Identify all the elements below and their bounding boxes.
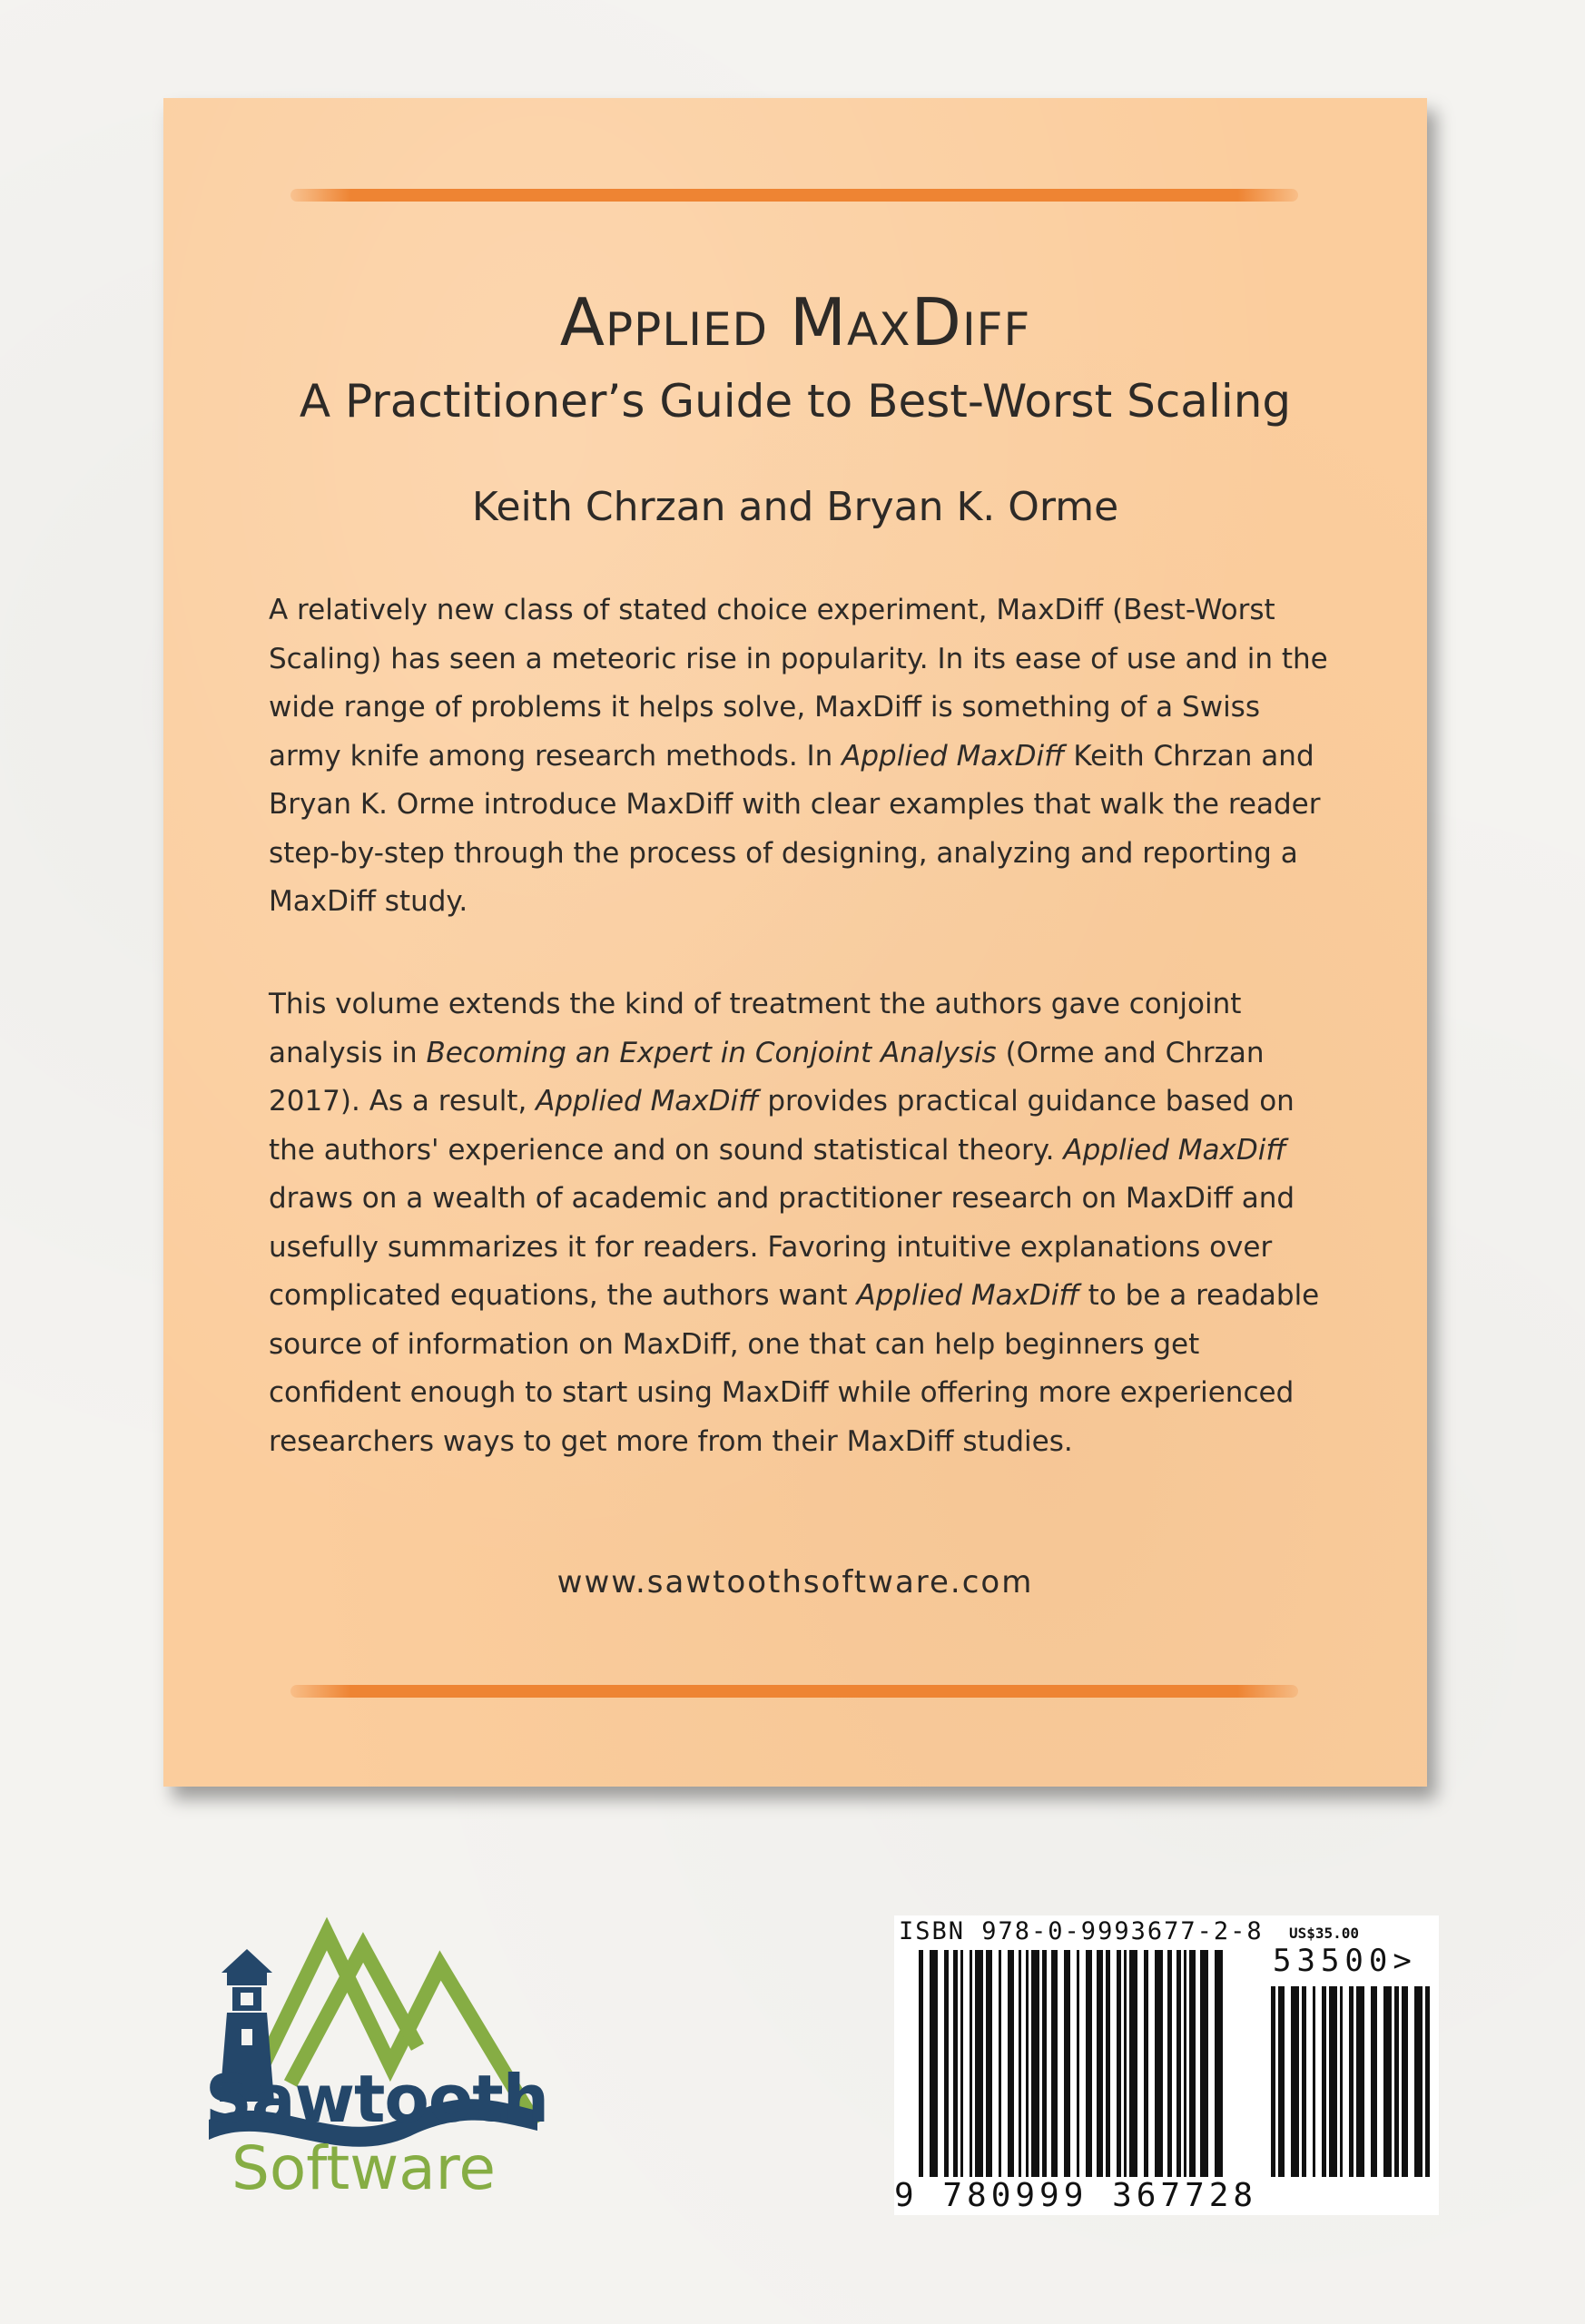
barcode-bar (1167, 1950, 1172, 2177)
logo-wordmark-sawtooth: Sawtooth (205, 2061, 548, 2137)
barcode-bar (1302, 1986, 1306, 2177)
barcode-bar (1313, 1986, 1315, 2177)
blurb-text-run: A relatively new class of stated choice experiment, MaxDiff (Best-Worst Scaling) has seen a meteoric rise in popularity. In its ease of use and in the wide range of problems it helps solve, MaxDiff is something of a Swiss army knife among research methods. In (269, 594, 1328, 773)
price-addon-digits: 53500> (1273, 1943, 1417, 1979)
italic-book-title: Becoming an Expert in Conjoint Analysis (426, 1036, 997, 1069)
barcode-bar (1176, 1950, 1181, 2177)
barcode-bar (1031, 1950, 1039, 2177)
blurb-text-run: This volume extends the kind of treatment the authors gave conjoint analysis in (269, 988, 1242, 1069)
barcode-bar (919, 1950, 923, 2177)
ean-digits: 9 780999 367728 (894, 2177, 1258, 2214)
barcode-bar (1097, 1950, 1103, 2177)
barcode-bar (1026, 1950, 1029, 2177)
barcode-bar (1356, 1986, 1364, 2177)
barcode-bar (1189, 1950, 1196, 2177)
italic-book-title: Applied MaxDiff (842, 739, 1065, 773)
blurb-text-run: draws on a wealth of academic and practitioner research on MaxDiff and usefully summarizes it for readers. Favoring intuitive explanations over complicated equations, the authors want (269, 1182, 1295, 1312)
blurb-text-run: to be a readable source of information on MaxDiff, one that can help beginners get confident enough to start using MaxDiff while offering more experienced researchers ways to get more from their MaxDiff studies. (269, 1279, 1320, 1458)
barcode-bar (1291, 1986, 1299, 2177)
barcode-bar (960, 1950, 963, 2177)
barcode-bar (1414, 1986, 1423, 2177)
blurb-text-run: (Orme and Chrzan 2017). As a result, (269, 1036, 1265, 1118)
barcode-bar (1117, 1950, 1121, 2177)
barcode-bar (1383, 1986, 1392, 2177)
barcode-bar (1077, 1950, 1079, 2177)
barcode-bar (1394, 1986, 1399, 2177)
barcode-bar (1184, 1950, 1186, 2177)
barcode-bar (999, 1950, 1001, 2177)
barcode-bar (1086, 1950, 1092, 2177)
barcode-bar (1371, 1986, 1377, 2177)
barcode-bar (975, 1950, 983, 2177)
barcode-bar (1322, 1986, 1326, 2177)
blurb-text-run: provides practical guidance based on the authors' experience and on sound statistical theory. (269, 1085, 1295, 1167)
barcode-bar (1106, 1950, 1110, 2177)
book-authors: Keith Chrzan and Bryan K. Orme (471, 484, 1119, 530)
book-subtitle: A Practitioner’s Guide to Best-Worst Scaling (299, 375, 1292, 428)
barcode-bar (1349, 1986, 1354, 2177)
barcode-bar (1042, 1950, 1047, 2177)
price-label: US$35.00 (1289, 1925, 1360, 1942)
barcode-bar (1008, 1950, 1014, 2177)
barcode-bar (1425, 1986, 1430, 2177)
italic-book-title: Applied MaxDiff (1063, 1133, 1286, 1167)
barcode-bar (1051, 1950, 1058, 2177)
barcode-bar (944, 1950, 949, 2177)
barcode-bar (1144, 1950, 1148, 2177)
barcode-bar (930, 1950, 938, 2177)
logo-wordmark-software: Software (231, 2133, 496, 2203)
barcode-bar (1271, 1986, 1275, 2177)
publisher-url: www.sawtoothsoftware.com (556, 1564, 1034, 1600)
isbn-label: ISBN 978-0-9993677-2-8 (899, 1917, 1264, 1945)
italic-book-title: Applied MaxDiff (536, 1085, 759, 1118)
blurb-text-run: Keith Chrzan and Bryan K. Orme introduce MaxDiff with clear examples that walk the reader step-by-step through the process of designing, analyzing and reporting a MaxDiff study. (269, 739, 1321, 918)
barcode-bar (1402, 1986, 1408, 2177)
barcode-bar (1215, 1950, 1223, 2177)
barcode-bar (986, 1950, 992, 2177)
barcode-bar (1019, 1950, 1021, 2177)
barcode-bar (1200, 1950, 1208, 2177)
barcode-bar (1340, 1986, 1343, 2177)
barcode-bar (1129, 1950, 1137, 2177)
barcode-bar (1329, 1986, 1337, 2177)
barcode-bar (1278, 1986, 1285, 2177)
italic-book-title: Applied MaxDiff (856, 1279, 1079, 1312)
barcode-bar (953, 1950, 958, 2177)
barcode-bar (970, 1950, 972, 2177)
barcode-bar (1124, 1950, 1127, 2177)
barcode-bar (1064, 1950, 1070, 2177)
book-title: Applied MaxDiff (559, 284, 1031, 360)
barcode-bar (1155, 1950, 1163, 2177)
